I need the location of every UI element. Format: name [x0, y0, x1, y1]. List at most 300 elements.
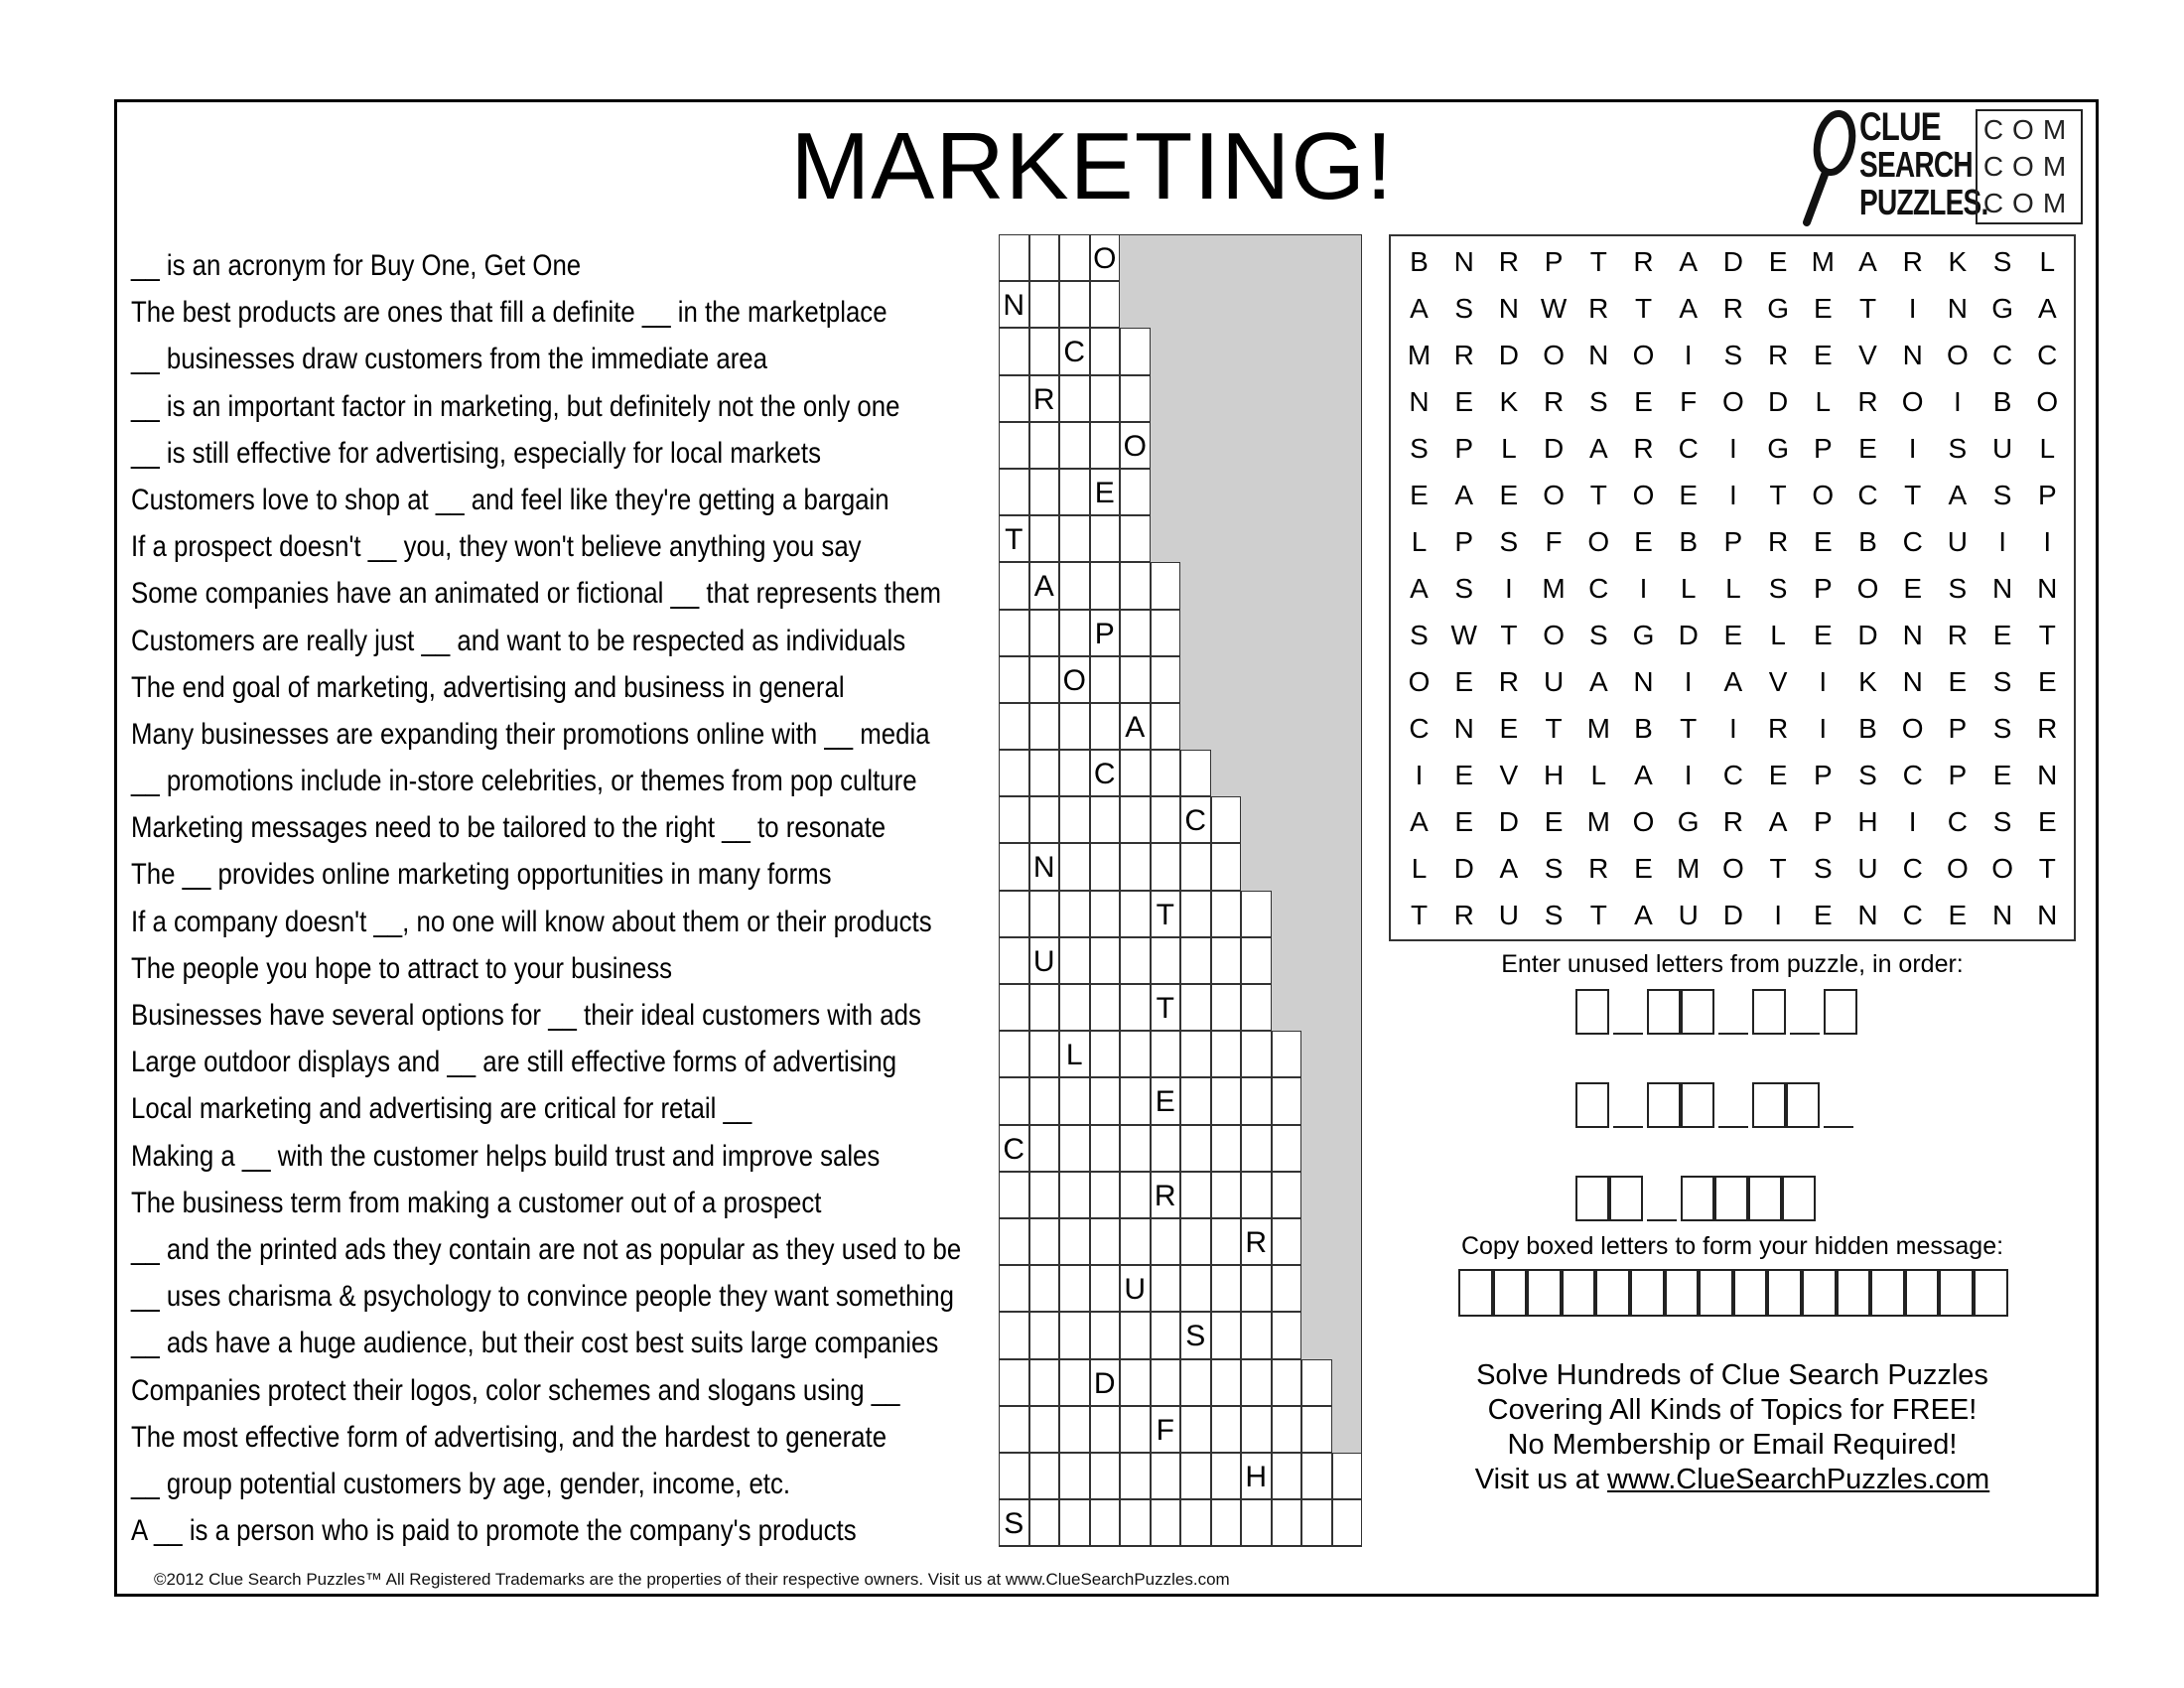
answer-cell[interactable]	[1180, 1172, 1211, 1218]
word-search-letter[interactable]: E	[1454, 666, 1474, 697]
word-search-letter[interactable]: M	[1811, 246, 1835, 277]
word-search-letter[interactable]: N	[1498, 293, 1519, 324]
word-search-letter[interactable]: R	[1588, 853, 1609, 884]
answer-cell[interactable]	[1059, 796, 1090, 843]
word-search-letter[interactable]: A	[1948, 480, 1968, 510]
answer-cell[interactable]	[1241, 937, 1272, 984]
answer-cell[interactable]	[1272, 1406, 1302, 1453]
hidden-message-box[interactable]	[1493, 1269, 1528, 1317]
answer-cell[interactable]	[1211, 1077, 1242, 1124]
word-search-letter[interactable]: M	[1586, 806, 1610, 837]
answer-cell[interactable]	[1180, 1265, 1211, 1312]
word-search-letter[interactable]: T	[1589, 900, 1607, 930]
answer-cell[interactable]	[1180, 843, 1211, 890]
answer-cell[interactable]	[1180, 750, 1211, 796]
letter-box[interactable]	[1786, 1082, 1820, 1128]
word-search-letter[interactable]: O	[1408, 666, 1431, 697]
word-search-letter[interactable]: A	[1454, 480, 1474, 510]
word-search-letter[interactable]: K	[1948, 246, 1968, 277]
hidden-message-box[interactable]	[1802, 1269, 1837, 1317]
answer-cell[interactable]	[1120, 375, 1151, 422]
answer-cell[interactable]	[1211, 1265, 1242, 1312]
word-search-letter[interactable]: L	[1725, 573, 1741, 604]
word-search-letter[interactable]: I	[1729, 433, 1737, 464]
answer-cell[interactable]	[1180, 1406, 1211, 1453]
answer-cell[interactable]	[1120, 562, 1151, 609]
answer-cell[interactable]	[999, 610, 1029, 656]
word-search-letter[interactable]: E	[1948, 666, 1968, 697]
word-search-letter[interactable]: P	[1813, 760, 1833, 790]
word-search-letter[interactable]: O	[1632, 480, 1655, 510]
word-search-letter[interactable]: T	[2038, 853, 2056, 884]
hidden-message-box[interactable]	[1527, 1269, 1562, 1317]
answer-cell[interactable]	[1029, 1077, 1060, 1124]
word-search-letter[interactable]: T	[1904, 480, 1922, 510]
word-search-letter[interactable]: N	[1588, 340, 1609, 370]
answer-cell[interactable]	[1272, 1218, 1302, 1265]
answer-cell[interactable]	[1180, 1077, 1211, 1124]
word-search-letter[interactable]: V	[1768, 666, 1788, 697]
answer-cell[interactable]	[1272, 1265, 1302, 1312]
word-search-letter[interactable]: U	[1678, 900, 1699, 930]
answer-cell[interactable]: O	[1059, 656, 1090, 703]
word-search-letter[interactable]: E	[1723, 620, 1743, 650]
answer-cell[interactable]: A	[1120, 703, 1151, 750]
word-search-letter[interactable]: B	[1858, 713, 1877, 744]
answer-cell[interactable]	[1120, 1499, 1151, 1546]
answer-cell[interactable]	[1059, 937, 1090, 984]
word-search-letter[interactable]: S	[1992, 480, 2012, 510]
answer-cell[interactable]	[1090, 328, 1121, 374]
answer-cell[interactable]	[1029, 1218, 1060, 1265]
word-search-letter[interactable]: A	[1410, 806, 1429, 837]
word-search-letter[interactable]: I	[1954, 386, 1962, 417]
answer-cell[interactable]	[1301, 1499, 1332, 1546]
word-search-letter[interactable]: I	[1774, 900, 1782, 930]
answer-cell[interactable]	[1272, 1031, 1302, 1077]
word-search-letter[interactable]: E	[1813, 340, 1833, 370]
word-search-letter[interactable]: G	[1767, 293, 1789, 324]
answer-cell[interactable]	[1029, 656, 1060, 703]
word-search-letter[interactable]: E	[1768, 246, 1788, 277]
word-search-letter[interactable]: S	[1723, 340, 1743, 370]
word-search-letter[interactable]: A	[1410, 573, 1429, 604]
answer-cell[interactable]	[1090, 937, 1121, 984]
word-search-letter[interactable]: O	[2036, 386, 2059, 417]
word-search-letter[interactable]: U	[1543, 666, 1565, 697]
word-search-letter[interactable]: E	[1813, 526, 1833, 557]
word-search-letter[interactable]: R	[1543, 386, 1565, 417]
answer-cell[interactable]	[1241, 1172, 1272, 1218]
word-search-letter[interactable]: D	[1722, 246, 1743, 277]
hidden-message-box[interactable]	[1630, 1269, 1665, 1317]
answer-cell[interactable]	[1151, 1218, 1181, 1265]
word-search-letter[interactable]: F	[1545, 526, 1563, 557]
answer-cell[interactable]	[1211, 1499, 1242, 1546]
word-search-letter[interactable]: I	[2043, 526, 2052, 557]
word-search-letter[interactable]: R	[1633, 433, 1654, 464]
answer-cell[interactable]	[1120, 328, 1151, 374]
word-search-letter[interactable]: B	[1679, 526, 1699, 557]
word-search-letter[interactable]: F	[1680, 386, 1698, 417]
word-search-letter[interactable]: S	[1454, 573, 1474, 604]
answer-cell[interactable]	[1120, 469, 1151, 515]
answer-cell[interactable]	[1151, 1359, 1181, 1406]
word-search-letter[interactable]: I	[1415, 760, 1424, 790]
answer-cell[interactable]: R	[1029, 375, 1060, 422]
word-search-letter[interactable]: E	[1813, 900, 1833, 930]
word-search-letter[interactable]: O	[1722, 386, 1744, 417]
answer-cell[interactable]	[1059, 515, 1090, 562]
answer-cell[interactable]	[999, 750, 1029, 796]
word-search-letter[interactable]: N	[1902, 340, 1923, 370]
hidden-message-box[interactable]	[1974, 1269, 2008, 1317]
answer-cell[interactable]	[1090, 1406, 1121, 1453]
answer-cell[interactable]	[1120, 1218, 1151, 1265]
letter-box[interactable]	[1824, 989, 1857, 1035]
word-search-letter[interactable]: O	[1543, 620, 1565, 650]
word-search-letter[interactable]: T	[1680, 713, 1698, 744]
word-search-letter[interactable]: O	[1722, 853, 1744, 884]
word-search-letter[interactable]: A	[1723, 666, 1743, 697]
word-search-letter[interactable]: L	[2039, 246, 2056, 277]
answer-cell[interactable]	[999, 469, 1029, 515]
answer-cell[interactable]	[1211, 937, 1242, 984]
answer-cell[interactable]	[999, 984, 1029, 1031]
answer-cell[interactable]	[1059, 422, 1090, 469]
word-search-letter[interactable]: D	[1453, 853, 1474, 884]
word-search-letter[interactable]: P	[2037, 480, 2057, 510]
answer-cell[interactable]	[1272, 1453, 1302, 1499]
hidden-message-box[interactable]	[1905, 1269, 1940, 1317]
answer-cell[interactable]	[1090, 1265, 1121, 1312]
word-search-letter[interactable]: T	[1769, 853, 1787, 884]
answer-cell[interactable]	[1029, 1406, 1060, 1453]
answer-cell[interactable]	[1090, 1453, 1121, 1499]
letter-box[interactable]	[1714, 1176, 1748, 1221]
answer-cell[interactable]	[1029, 703, 1060, 750]
word-search-letter[interactable]: R	[1857, 386, 1878, 417]
answer-cell[interactable]	[999, 562, 1029, 609]
answer-cell[interactable]: O	[1090, 234, 1121, 281]
word-search-letter[interactable]: R	[1498, 246, 1519, 277]
word-search-letter[interactable]: I	[1729, 713, 1737, 744]
word-search-letter[interactable]: P	[1723, 526, 1743, 557]
answer-cell[interactable]	[999, 328, 1029, 374]
answer-cell[interactable]	[1090, 1499, 1121, 1546]
word-search-letter[interactable]: L	[1770, 620, 1786, 650]
word-search-letter[interactable]: S	[1499, 526, 1519, 557]
word-search-letter[interactable]: P	[1454, 433, 1474, 464]
word-search-letter[interactable]: D	[1722, 900, 1743, 930]
answer-cell[interactable]: D	[1090, 1359, 1121, 1406]
answer-cell[interactable]	[1211, 891, 1242, 937]
word-search-letter[interactable]: U	[1857, 853, 1878, 884]
answer-cell[interactable]	[1029, 796, 1060, 843]
answer-cell[interactable]	[999, 1453, 1029, 1499]
answer-cell[interactable]: T	[1151, 891, 1181, 937]
answer-cell[interactable]	[1029, 1312, 1060, 1358]
word-search-letter[interactable]: A	[1499, 853, 1519, 884]
word-search-letter[interactable]: C	[1588, 573, 1609, 604]
word-search-letter[interactable]: L	[1590, 760, 1607, 790]
word-search-letter[interactable]: E	[2037, 666, 2057, 697]
word-search-letter[interactable]: T	[1545, 713, 1563, 744]
word-search-letter[interactable]: E	[1813, 620, 1833, 650]
answer-cell[interactable]	[1301, 1406, 1332, 1453]
word-search-letter[interactable]: E	[1992, 620, 2012, 650]
answer-cell[interactable]	[1151, 610, 1181, 656]
answer-cell[interactable]	[1029, 1172, 1060, 1218]
word-search-letter[interactable]: U	[1991, 433, 2013, 464]
word-search-letter[interactable]: E	[1410, 480, 1429, 510]
word-search-letter[interactable]: O	[1543, 340, 1565, 370]
answer-cell[interactable]	[1120, 984, 1151, 1031]
answer-cell[interactable]	[1120, 750, 1151, 796]
word-search-letter[interactable]: D	[1498, 806, 1519, 837]
answer-cell[interactable]	[1059, 1359, 1090, 1406]
answer-cell[interactable]	[1120, 1031, 1151, 1077]
word-search-letter[interactable]: S	[1858, 760, 1877, 790]
answer-cell[interactable]	[1029, 328, 1060, 374]
word-search-letter[interactable]: O	[1587, 526, 1610, 557]
answer-cell[interactable]	[1211, 1218, 1242, 1265]
answer-cell[interactable]: L	[1059, 1031, 1090, 1077]
answer-cell[interactable]	[1211, 1359, 1242, 1406]
word-search-letter[interactable]: E	[1499, 480, 1519, 510]
word-search-letter[interactable]: N	[1453, 713, 1474, 744]
word-search-letter[interactable]: S	[1454, 293, 1474, 324]
word-search-letter[interactable]: O	[1947, 853, 1969, 884]
word-search-letter[interactable]: H	[1857, 806, 1878, 837]
word-search-letter[interactable]: E	[1634, 386, 1653, 417]
answer-cell[interactable]: N	[999, 281, 1029, 328]
word-search-letter[interactable]: O	[1812, 480, 1835, 510]
answer-cell[interactable]	[1120, 1453, 1151, 1499]
answer-cell[interactable]	[1180, 984, 1211, 1031]
word-search-letter[interactable]: E	[1813, 293, 1833, 324]
word-search-letter[interactable]: S	[1992, 806, 2012, 837]
letter-box[interactable]	[1647, 989, 1681, 1035]
answer-cell[interactable]	[1090, 703, 1121, 750]
word-search-letter[interactable]: S	[1992, 713, 2012, 744]
answer-cell[interactable]	[999, 1265, 1029, 1312]
word-search-letter[interactable]: I	[1908, 433, 1917, 464]
word-search-letter[interactable]: P	[1544, 246, 1564, 277]
answer-cell[interactable]	[1241, 1312, 1272, 1358]
word-search-letter[interactable]: A	[1858, 246, 1877, 277]
answer-cell[interactable]	[1241, 1499, 1272, 1546]
answer-cell[interactable]	[1059, 891, 1090, 937]
letter-box[interactable]	[1748, 1176, 1782, 1221]
answer-cell[interactable]	[1272, 1312, 1302, 1358]
word-search-letter[interactable]: I	[1819, 666, 1828, 697]
word-search-letter[interactable]: E	[1634, 853, 1653, 884]
word-search-letter[interactable]: E	[1992, 760, 2012, 790]
answer-cell[interactable]	[1180, 891, 1211, 937]
answer-cell[interactable]	[1090, 1077, 1121, 1124]
answer-cell[interactable]	[1241, 1077, 1272, 1124]
word-search-letter[interactable]: A	[1634, 760, 1653, 790]
answer-cell[interactable]: U	[1029, 937, 1060, 984]
word-search-letter[interactable]: S	[1544, 900, 1564, 930]
answer-cell[interactable]	[1090, 796, 1121, 843]
word-search-letter[interactable]: T	[2038, 620, 2056, 650]
letter-blank[interactable]	[1718, 1126, 1748, 1128]
answer-cell[interactable]	[1059, 1265, 1090, 1312]
answer-cell[interactable]	[1090, 515, 1121, 562]
answer-cell[interactable]	[1029, 984, 1060, 1031]
word-search-letter[interactable]: H	[1543, 760, 1565, 790]
answer-cell[interactable]	[1120, 843, 1151, 890]
word-search-letter[interactable]: S	[1588, 620, 1608, 650]
word-search-letter[interactable]: A	[1588, 666, 1608, 697]
answer-cell[interactable]	[1211, 984, 1242, 1031]
answer-cell[interactable]: P	[1090, 610, 1121, 656]
answer-cell[interactable]	[1211, 1172, 1242, 1218]
word-search-letter[interactable]: W	[1540, 293, 1568, 324]
word-search-letter[interactable]: P	[1454, 526, 1474, 557]
word-search-letter[interactable]: B	[1410, 246, 1429, 277]
word-search-letter[interactable]: T	[1858, 293, 1877, 324]
letter-blank[interactable]	[1647, 1219, 1677, 1221]
answer-cell[interactable]: E	[1090, 469, 1121, 515]
word-search-letter[interactable]: E	[1768, 760, 1788, 790]
answer-cell[interactable]	[999, 843, 1029, 890]
answer-cell[interactable]	[1120, 1172, 1151, 1218]
word-search-letter[interactable]: N	[1633, 666, 1654, 697]
answer-cell[interactable]: R	[1151, 1172, 1181, 1218]
answer-cell[interactable]	[1029, 1359, 1060, 1406]
word-search-letter[interactable]: C	[1902, 853, 1923, 884]
word-search-letter[interactable]: N	[2037, 900, 2058, 930]
word-search-letter[interactable]: R	[2037, 713, 2058, 744]
word-search-letter[interactable]: M	[1542, 573, 1566, 604]
answer-cell[interactable]	[1120, 610, 1151, 656]
word-search-letter[interactable]: S	[1813, 853, 1833, 884]
letter-box[interactable]	[1681, 989, 1714, 1035]
answer-cell[interactable]	[1241, 1031, 1272, 1077]
answer-cell[interactable]	[1120, 937, 1151, 984]
word-search-letter[interactable]: U	[1947, 526, 1968, 557]
answer-cell[interactable]: C	[999, 1125, 1029, 1172]
word-search-letter[interactable]: I	[1505, 573, 1513, 604]
answer-cell[interactable]	[999, 891, 1029, 937]
word-search-letter[interactable]: I	[1998, 526, 2006, 557]
word-search-letter[interactable]: P	[1813, 433, 1833, 464]
answer-cell[interactable]	[1059, 234, 1090, 281]
answer-cell[interactable]	[1151, 1453, 1181, 1499]
answer-cell[interactable]	[999, 1172, 1029, 1218]
word-search-letter[interactable]: A	[1679, 246, 1699, 277]
letter-box[interactable]	[1752, 1082, 1786, 1128]
word-search-letter[interactable]: E	[1544, 806, 1564, 837]
answer-cell[interactable]	[1272, 1172, 1302, 1218]
word-search-letter[interactable]: I	[1908, 293, 1917, 324]
word-search-letter[interactable]: E	[1858, 433, 1877, 464]
answer-cell[interactable]	[1301, 1453, 1332, 1499]
word-search-letter[interactable]: N	[1409, 386, 1430, 417]
word-search-letter[interactable]: G	[1767, 433, 1789, 464]
word-search-letter[interactable]: C	[1902, 526, 1923, 557]
answer-cell[interactable]	[1029, 1265, 1060, 1312]
word-search-letter[interactable]: T	[1589, 246, 1607, 277]
answer-cell[interactable]	[1059, 1218, 1090, 1265]
letter-blank[interactable]	[1613, 1033, 1643, 1035]
word-search-letter[interactable]: O	[1901, 386, 1924, 417]
word-search-letter[interactable]: G	[1677, 806, 1700, 837]
answer-cell[interactable]	[1120, 796, 1151, 843]
answer-cell[interactable]	[1059, 1406, 1090, 1453]
word-search-letter[interactable]: C	[1409, 713, 1430, 744]
answer-cell[interactable]	[1059, 1499, 1090, 1546]
answer-cell[interactable]	[1120, 1359, 1151, 1406]
answer-cell[interactable]	[1029, 1031, 1060, 1077]
answer-cell[interactable]	[1241, 1125, 1272, 1172]
answer-cell[interactable]	[1090, 422, 1121, 469]
answer-cell[interactable]	[1180, 937, 1211, 984]
answer-cell[interactable]	[1090, 843, 1121, 890]
word-search-letter[interactable]: K	[1499, 386, 1519, 417]
letter-blank[interactable]	[1824, 1126, 1853, 1128]
answer-cell[interactable]	[1180, 1125, 1211, 1172]
word-search-letter[interactable]: E	[1454, 386, 1474, 417]
hidden-message-box[interactable]	[1767, 1269, 1802, 1317]
word-search-letter[interactable]: E	[1499, 713, 1519, 744]
word-search-letter[interactable]: R	[1722, 293, 1743, 324]
answer-cell[interactable]: T	[1151, 984, 1181, 1031]
answer-cell[interactable]	[1059, 281, 1090, 328]
answer-cell[interactable]	[1151, 562, 1181, 609]
answer-cell[interactable]	[1059, 610, 1090, 656]
answer-cell[interactable]	[1120, 1125, 1151, 1172]
word-search-letter[interactable]: I	[1908, 806, 1917, 837]
answer-cell[interactable]	[1241, 984, 1272, 1031]
letter-blank[interactable]	[1718, 1033, 1748, 1035]
word-search-letter[interactable]: N	[1947, 293, 1968, 324]
word-search-letter[interactable]: C	[1991, 340, 2013, 370]
letter-box[interactable]	[1681, 1176, 1714, 1221]
word-search-letter[interactable]: A	[2037, 293, 2057, 324]
answer-cell[interactable]	[1090, 1125, 1121, 1172]
hidden-message-box[interactable]	[1458, 1269, 1493, 1317]
answer-cell[interactable]	[1180, 1218, 1211, 1265]
answer-cell[interactable]	[1151, 1031, 1181, 1077]
answer-cell[interactable]	[1120, 515, 1151, 562]
word-search-letter[interactable]: L	[2039, 433, 2056, 464]
word-search-letter[interactable]: B	[1858, 526, 1877, 557]
word-search-letter[interactable]: D	[1498, 340, 1519, 370]
answer-cell[interactable]	[1241, 1265, 1272, 1312]
word-search-letter[interactable]: S	[1948, 573, 1968, 604]
answer-cell[interactable]	[1029, 234, 1060, 281]
word-search-letter[interactable]: D	[1767, 386, 1789, 417]
answer-cell[interactable]	[1090, 562, 1121, 609]
answer-cell[interactable]	[1029, 610, 1060, 656]
word-search-letter[interactable]: V	[1499, 760, 1519, 790]
word-search-letter[interactable]: S	[1948, 433, 1968, 464]
word-search-letter[interactable]: R	[1767, 340, 1789, 370]
answer-cell[interactable]	[1151, 796, 1181, 843]
answer-cell[interactable]	[1029, 515, 1060, 562]
answer-cell[interactable]	[1120, 1406, 1151, 1453]
word-search-letter[interactable]: L	[1411, 526, 1428, 557]
answer-cell[interactable]	[999, 1359, 1029, 1406]
word-search-letter[interactable]: S	[1992, 666, 2012, 697]
word-search-letter[interactable]: E	[1679, 480, 1699, 510]
word-search-letter[interactable]: O	[1632, 806, 1655, 837]
answer-cell[interactable]	[1211, 1312, 1242, 1358]
